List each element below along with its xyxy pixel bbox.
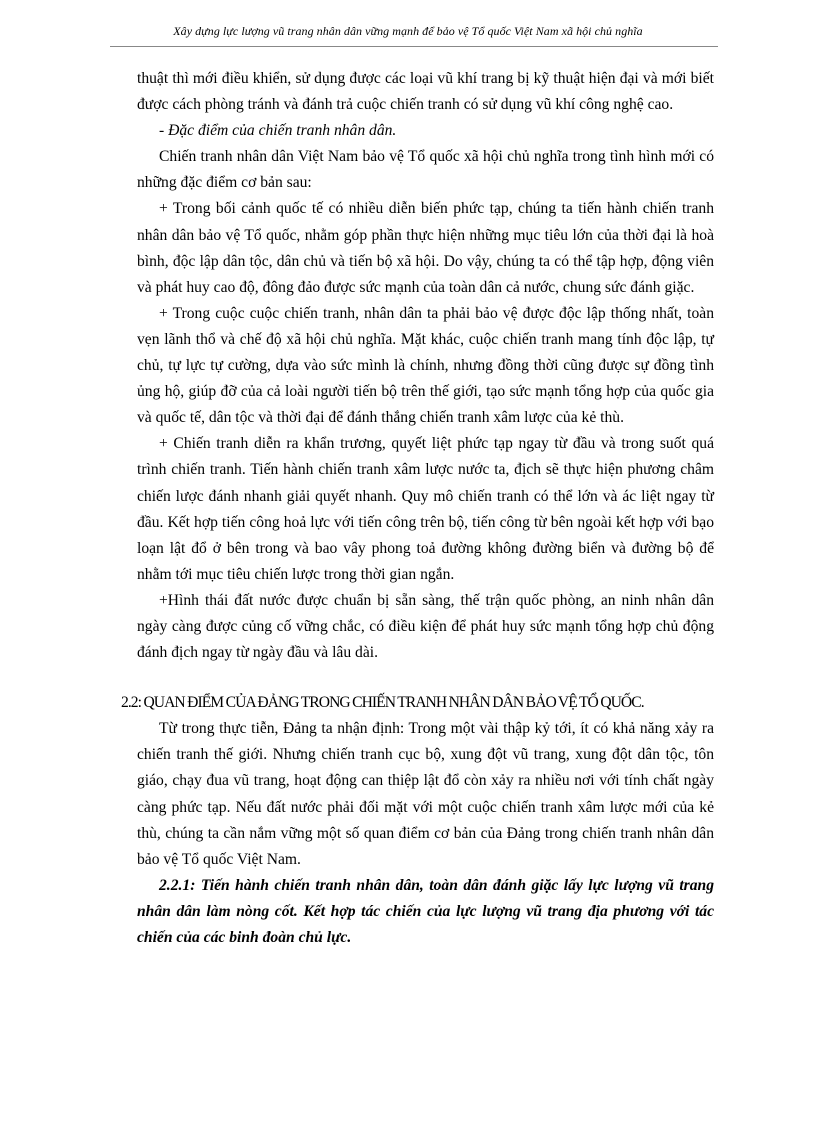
paragraph-point-2: + Trong cuộc cuộc chiến tranh, nhân dân ta phải bảo vệ được độc lập thống nhất, toàn vẹn lãnh thổ và chế độ xã hội chủ nghĩa. Mặt khác, cuộc chiến tranh mang tính độc lập, tự chủ, tự lực tự cường, dựa vào sức mình là chính, nhưng đồng thời cũng được sự đồng tình ủng hộ, giúp đỡ của cả loài người tiến bộ trên thế giới, tạo sức mạnh tổng hợp của quốc gia và quốc tế, dân tộc và thời đại để đánh thắng chiến tranh xâm lược của kẻ thù. [137, 304, 714, 427]
subheading-characteristics: - Đặc điểm của chiến tranh nhân dân. [159, 122, 397, 140]
paragraph-point-3: + Chiến tranh diễn ra khẩn trương, quyết liệt phức tạp ngay từ đầu và trong suốt quá trình chiến tranh. Tiến hành chiến tranh xâm lược nước ta, địch sẽ thực hiện phương châm chiến lược đánh nhanh giải quyết nhanh. Quy mô chiến tranh có thể lớn và ác liệt ngay từ đầu. Kết hợp tiến công hoả lực với tiến công trên bộ, tiến công từ bên ngoài kết hợp với bạo loạn lật đổ ở bên trong và bao vây phong toả đường không đường biển và đường bộ để nhằm tới mục tiêu chiến lược trong thời gian ngắn. [137, 435, 714, 583]
document-body [121, 66, 714, 951]
subsection-heading: 2.2.1: Tiến hành chiến tranh nhân dân, toàn dân đánh giặc lấy lực lượng vũ trang nhân dân làm nòng cốt. Kết hợp tác chiến của lực lượng vũ trang địa phương với tác chiến của các binh đoàn chủ lực. [137, 876, 714, 946]
section-heading: 2.2: QUAN ĐIỂM CỦA ĐẢNG TRONG CHIẾN TRANH NHÂN DÂN BẢO VỆ TỔ QUỐC. [121, 694, 644, 712]
paragraph-point-1: + Trong bối cảnh quốc tế có nhiều diễn biến phức tạp, chúng ta tiến hành chiến tranh nhân dân bảo vệ Tổ quốc, nhằm góp phần thực hiện những mục tiêu lớn của thời đại là hoà bình, độc lập dân tộc, dân chủ và tiến bộ xã hội. Do vậy, chúng ta có thể tập hợp, động viên và phát huy cao độ, đông đảo được sức mạnh của toàn dân cả nước, chung sức đánh giặc. [137, 200, 714, 296]
paragraph-continuation: thuật thì mới điều khiển, sử dụng được các loại vũ khí trang bị kỹ thuật hiện đại và mới biết được cách phòng tránh và đánh trả cuộc chiến tranh có sử dụng vũ khí công nghệ cao. [137, 70, 714, 114]
paragraph-intro: Chiến tranh nhân dân Việt Nam bảo vệ Tổ quốc xã hội chủ nghĩa trong tình hình mới có những đặc điểm cơ bản sau: [137, 148, 714, 192]
header-rule [110, 46, 718, 47]
paragraph-assessment: Từ trong thực tiễn, Đảng ta nhận định: Trong một vài thập kỷ tới, ít có khả năng xảy ra chiến tranh thế giới. Nhưng chiến tranh cục bộ, xung đột vũ trang, xung đột dân tộc, tôn giáo, chạy đua vũ trang, hoạt động can thiệp lật đổ còn xảy ra nhiều nơi với tính chất ngày càng phức tạp. Nếu đất nước phải đối mặt với một cuộc chiến tranh xâm lược mới của kẻ thù, chúng ta cần nắm vững một số quan điểm cơ bản của Đảng trong chiến tranh nhân dân bảo vệ Tổ quốc Việt Nam. [137, 720, 714, 868]
running-header: Xây dựng lực lượng vũ trang nhân dân vững mạnh để bảo vệ Tổ quốc Việt Nam xã hội chủ nghĩa [173, 24, 643, 38]
paragraph-point-4: +Hình thái đất nước được chuẩn bị sẵn sàng, thế trận quốc phòng, an ninh nhân dân ngày càng được củng cố vững chắc, có điều kiện để phát huy sức mạnh tổng hợp chủ động đánh địch ngay từ ngày đầu và lâu dài. [137, 591, 714, 662]
